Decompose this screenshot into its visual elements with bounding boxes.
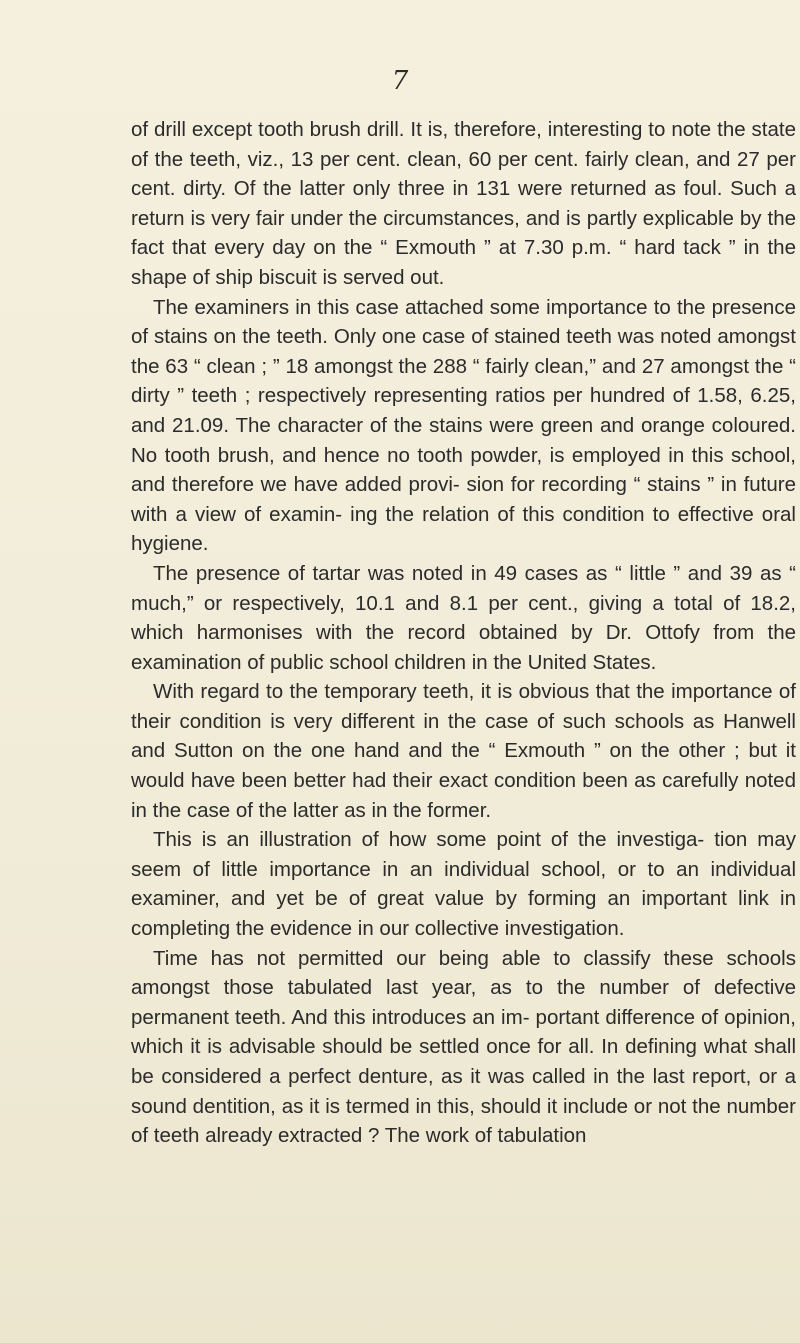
paragraph: of drill except tooth brush drill. It is, therefore, interesting to note the state of the teeth, viz., 13 per cent. clean, 60 per cent. fairly clean, and 27 per cent. dirty. Of the latter only three in 131 were returned as foul. Such a return is very fair under the circumstances, and is partly explicable by the fact that every day on the “ Exmouth ” at 7.30 p.m. “ hard tack ” in the shape of ship biscuit is served out. [131, 118, 796, 289]
body-text [131, 115, 796, 1151]
paragraph: The presence of tartar was noted in 49 cases as “ little ” and 39 as “ much,” or respectively, 10.1 and 8.1 per cent., giving a total of 18.2, which harmonises with the record obtained by Dr. Ottofy from the examination of public school children in the United States. [131, 561, 796, 674]
paragraph: The examiners in this case attached some importance to the presence of stains on the teeth. Only one case of stained teeth was noted amongst the 63 “ clean ; ” 18 amongst the 288 “ fairly clean,” and 27 amongst the “ dirty ” teeth ; respectively representing ratios per hundred of 1.58, 6.25, and 21.09. The character of the stains were green and orange coloured. No tooth brush, and hence no tooth powder, is employed in this school, and therefore we have added provi- sion for recording “ stains ” in future with a view of examin- ing the relation of this condition to effective oral hygiene. [131, 295, 796, 556]
paragraph: Time has not permitted our being able to classify these schools amongst those tabulated last year, as to the number of defective permanent teeth. And this introduces an im- portant difference of opinion, which it is advisable should be settled once for all. In defining what shall be considered a perfect denture, as it was called in the last report, or a sound dentition, as it is termed in this, should it include or not the number of teeth already extracted ? The work of tabulation [131, 946, 796, 1148]
paragraph: This is an illustration of how some point of the investiga- tion may seem of little importance in an individual school, or to an individual examiner, and yet be of great value by forming an important link in completing the evidence in our collective investigation. [131, 828, 796, 941]
page-number: 7 [391, 66, 409, 96]
paragraph: With regard to the temporary teeth, it is obvious that the importance of their condition is very different in the case of such schools as Hanwell and Sutton on the one hand and the “ Exmouth ” on the other ; but it would have been better had their exact condition been as carefully noted in the case of the latter as in the former. [131, 680, 796, 822]
